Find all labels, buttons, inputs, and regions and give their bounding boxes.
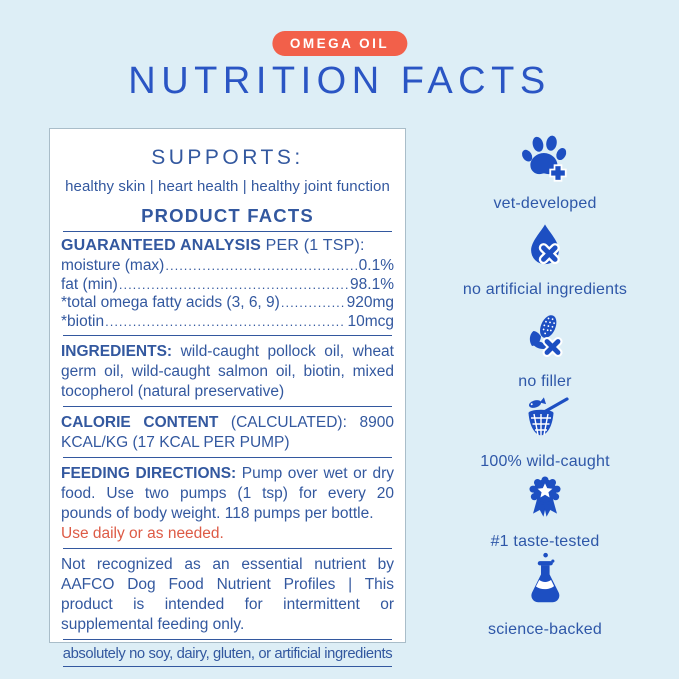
table-row xyxy=(61,313,394,332)
feeding-lead: FEEDING DIRECTIONS: xyxy=(61,465,237,482)
divider xyxy=(63,231,392,232)
table-row xyxy=(61,276,394,295)
guaranteed-analysis-heading xyxy=(61,237,394,255)
dot-leader xyxy=(281,294,346,313)
feature-label: 100% wild-caught xyxy=(480,453,610,470)
page-title: NUTRITION FACTS xyxy=(128,60,551,102)
divider xyxy=(63,335,392,336)
row-label: fat (min) xyxy=(61,275,118,293)
feature-label: #1 taste-tested xyxy=(490,533,600,550)
feeding-directions-paragraph xyxy=(61,464,394,544)
divider xyxy=(63,666,392,667)
divider xyxy=(63,639,392,640)
feature-no-filler xyxy=(420,312,670,391)
calorie-text: (CALCULATED): 8900 KCAL/KG (17 KCAL PER PUMP) xyxy=(61,414,395,451)
no-fillers-footnote: absolutely no soy, dairy, gluten, or artificial ingredients xyxy=(62,646,393,662)
product-facts-panel xyxy=(49,128,406,662)
ingredients-text: wild-caught pollock oil, wheat germ oil, wild-caught salmon oil, biotin, mixed tocopherol (natural preservative) xyxy=(61,343,394,400)
dot-leader xyxy=(105,313,346,332)
row-value: 10mcg xyxy=(347,312,394,330)
feature-no-artificial-ingredients xyxy=(420,222,670,299)
award-ribbon-icon xyxy=(520,511,570,528)
divider xyxy=(63,406,392,407)
feature-science-backed xyxy=(420,552,670,639)
divider xyxy=(63,548,392,549)
product-facts-heading: PRODUCT FACTS xyxy=(141,205,314,226)
supports-heading: SUPPORTS: xyxy=(151,146,304,169)
feature-list xyxy=(420,0,670,679)
feature-wild-caught xyxy=(420,394,670,471)
guaranteed-analysis-heading-bold: GUARANTEED ANALYSIS xyxy=(61,237,261,254)
row-value: 98.1% xyxy=(350,275,394,293)
aafco-note: Not recognized as an essential nutrient by AAFCO Dog Food Nutrient Profiles | This product is intended for intermittent or supplemental feeding only. xyxy=(61,556,394,633)
table-row xyxy=(61,257,394,276)
feature-label: vet-developed xyxy=(493,195,597,212)
droplet-x-icon xyxy=(522,255,568,272)
corn-x-icon xyxy=(521,347,569,364)
feature-label: science-backed xyxy=(488,621,602,638)
row-value: 0.1% xyxy=(358,257,394,274)
feature-vet-developed xyxy=(420,134,670,213)
row-label: *total omega fatty acids (3, 6, 9) xyxy=(61,294,280,311)
dot-leader xyxy=(165,257,357,276)
science-flask-icon xyxy=(516,597,574,614)
guaranteed-analysis-table xyxy=(61,257,394,331)
calorie-paragraph xyxy=(61,413,394,453)
ingredients-paragraph xyxy=(61,342,394,402)
product-name-badge: OMEGA OIL xyxy=(272,31,407,56)
row-label: moisture (max) xyxy=(61,257,165,274)
calorie-lead: CALORIE CONTENT xyxy=(61,414,219,431)
row-value: 920mg xyxy=(346,294,394,311)
supports-text: healthy skin | heart health | healthy joint function xyxy=(65,178,390,195)
dot-leader xyxy=(119,276,349,295)
feature-label: no artificial ingredients xyxy=(462,281,628,298)
guaranteed-analysis-heading-rest: PER (1 TSP): xyxy=(260,237,365,254)
feature-label: no filler xyxy=(518,373,572,390)
feature-taste-tested xyxy=(420,474,670,551)
table-row xyxy=(61,294,394,313)
paw-plus-icon xyxy=(519,173,571,190)
divider xyxy=(63,457,392,458)
feeding-text: Pump over wet or dry food. Use two pumps (1 tsp) for every 20 pounds of body weight. 118 pumps per bottle. xyxy=(61,465,395,522)
fishing-net-icon xyxy=(520,425,570,442)
ingredients-lead: INGREDIENTS: xyxy=(61,343,173,360)
usage-warning-text: Use daily or as needed. xyxy=(61,525,224,542)
row-label: *biotin xyxy=(61,312,105,330)
